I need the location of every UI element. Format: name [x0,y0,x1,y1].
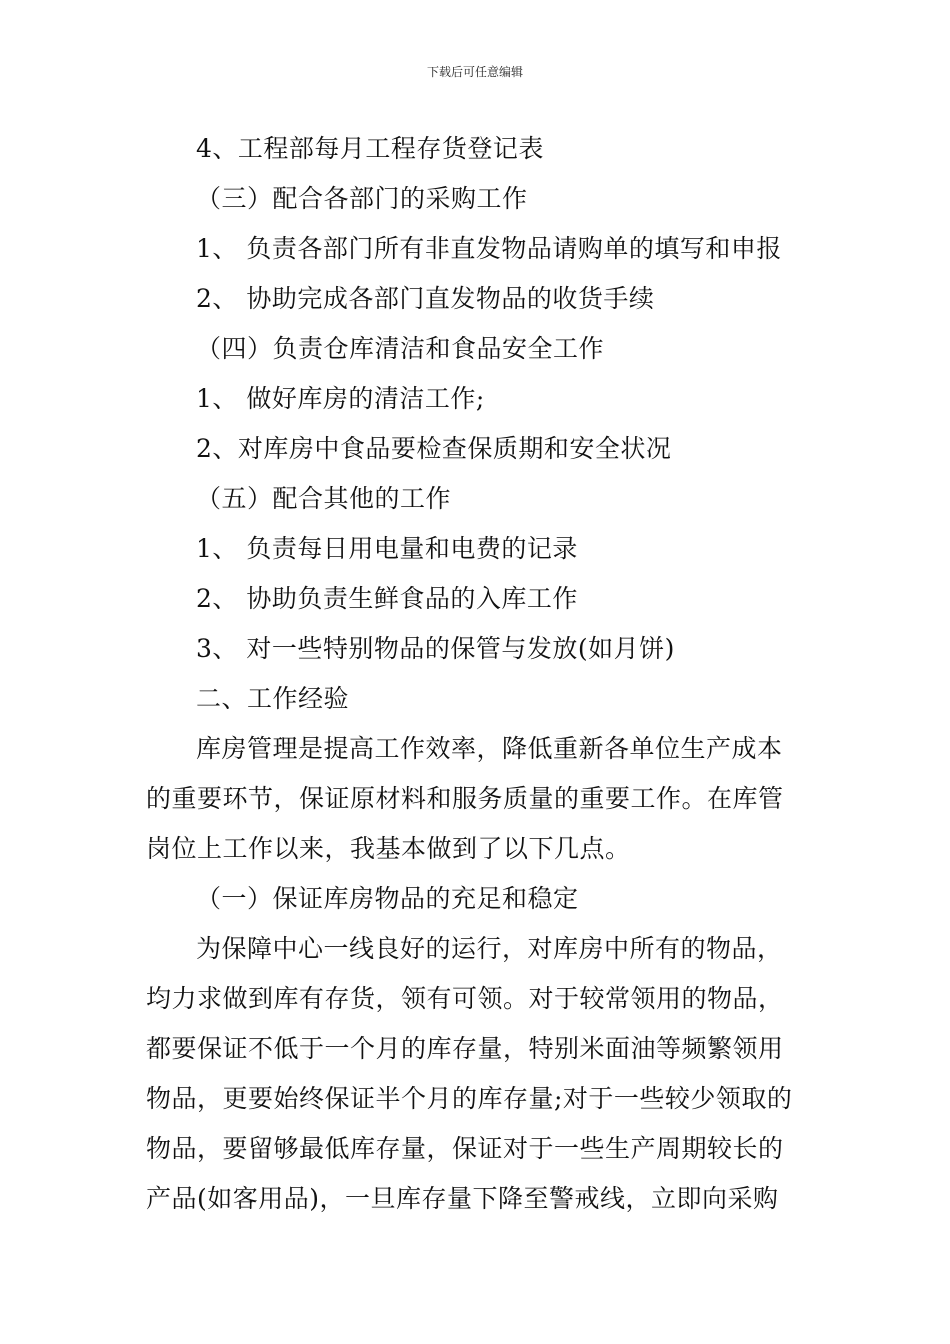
paragraph-line: 岗位上工作以来，我基本做到了以下几点。 [146,834,631,863]
paragraph-line: 产品(如客用品)，一旦库存量下降至警戒线，立即向采购 [146,1184,779,1213]
list-item: 1、 负责每日用电量和电费的记录 [196,534,578,563]
section-heading: 二、工作经验 [196,684,350,713]
list-item: 1、 做好库房的清洁工作; [196,384,485,413]
paragraph-line: 都要保证不低于一个月的库存量，特别米面油等频繁领用 [146,1034,784,1063]
page-header: 下载后可任意编辑 [426,65,523,79]
list-item: 2、 协助完成各部门直发物品的收货手续 [196,284,655,313]
list-item: 3、 对一些特别物品的保管与发放(如月饼) [196,634,675,663]
list-item: 1、 负责各部门所有非直发物品请购单的填写和申报 [196,234,782,263]
section-heading: （四）负责仓库清洁和食品安全工作 [196,334,605,363]
list-item: 2、 协助负责生鲜食品的入库工作 [196,584,578,613]
list-item: 4、工程部每月工程存货登记表 [196,134,544,163]
section-heading: （五）配合其他的工作 [196,484,452,513]
paragraph-line: 物品，更要始终保证半个月的库存量;对于一些较少领取的 [146,1084,793,1113]
section-heading: （三）配合各部门的采购工作 [196,184,528,213]
paragraph-line: 物品，要留够最低库存量，保证对于一些生产周期较长的 [146,1134,784,1163]
paragraph-line: 为保障中心一线良好的运行，对库房中所有的物品， [196,934,783,963]
section-heading: （一）保证库房物品的充足和稳定 [196,884,579,913]
paragraph-line: 库房管理是提高工作效率，降低重新各单位生产成本 [196,734,783,763]
paragraph-line: 均力求做到库有存货，领有可领。对于较常领用的物品， [146,984,784,1013]
list-item: 2、对库房中食品要检查保质期和安全状况 [196,434,672,463]
paragraph-line: 的重要环节，保证原材料和服务质量的重要工作。在库管 [146,784,784,813]
